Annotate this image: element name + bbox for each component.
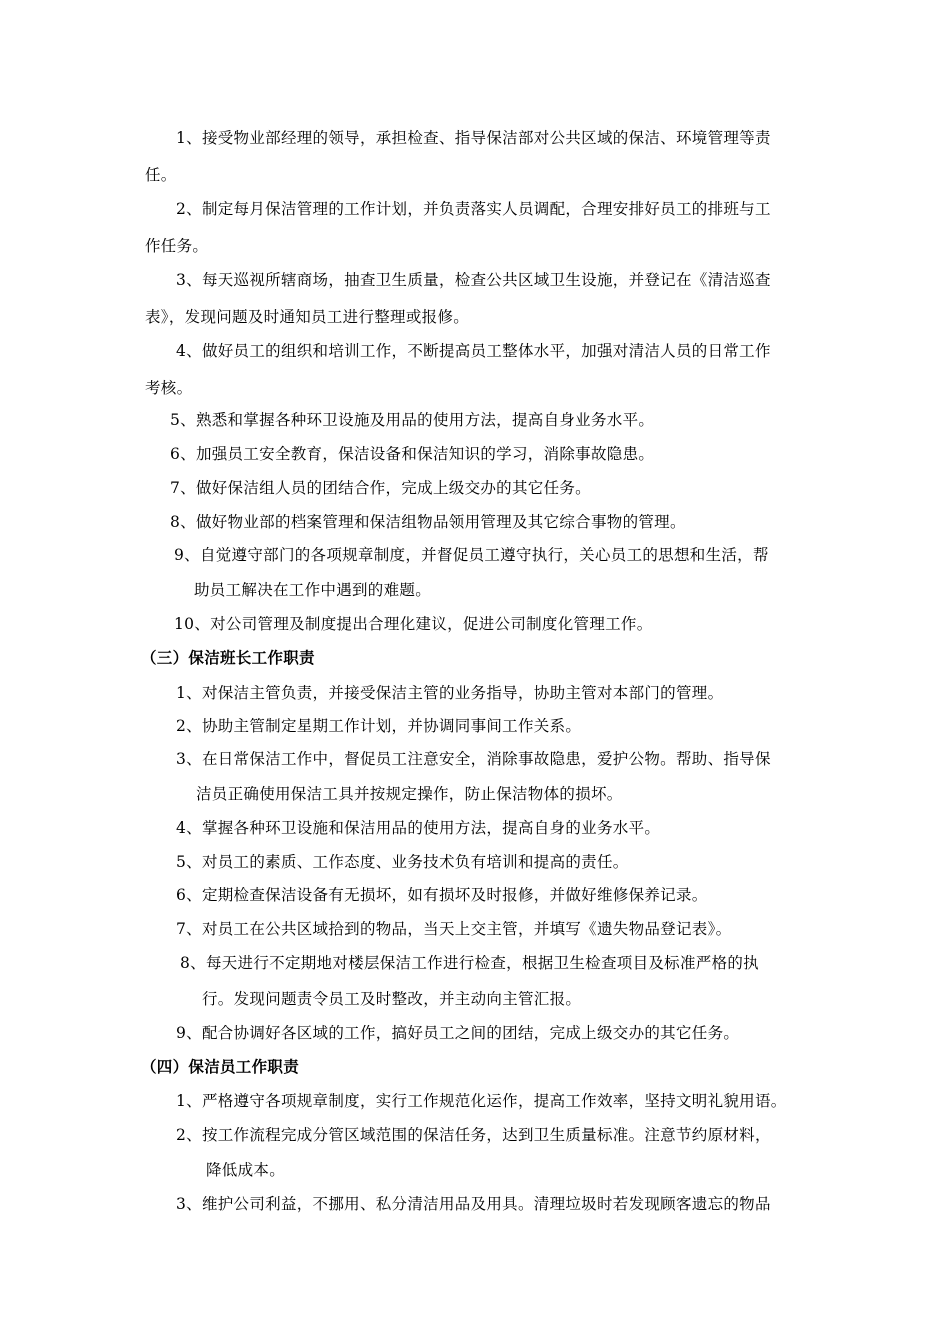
duty-item-9-line-1: 9、自觉遵守部门的各项规章制度，并督促员工遵守执行，关心员工的思想和生活，帮 [174, 546, 769, 564]
duty-item-7: 7、做好保洁组人员的团结合作，完成上级交办的其它任务。 [170, 479, 591, 497]
duty-item-2-line-1: 2、制定每月保洁管理的工作计划，并负责落实人员调配，合理安排好员工的排班与工 [176, 200, 771, 218]
leader-item-4: 4、掌握各种环卫设施和保洁用品的使用方法，提高自身的业务水平。 [176, 819, 661, 837]
section-heading-cleaner: （四）保洁员工作职责 [141, 1057, 300, 1076]
duty-item-1-line-2: 任。 [145, 166, 177, 184]
leader-item-8-line-2: 行。发现问题责令员工及时整改，并主动向主管汇报。 [202, 990, 582, 1008]
duty-item-3-line-1: 3、每天巡视所辖商场，抽查卫生质量，检查公共区域卫生设施，并登记在《清洁巡查 [176, 271, 771, 289]
leader-item-9: 9、配合协调好各区域的工作，搞好员工之间的团结，完成上级交办的其它任务。 [176, 1024, 740, 1042]
leader-item-5: 5、对员工的素质、工作态度、业务技术负有培训和提高的责任。 [176, 853, 629, 871]
duty-item-3-line-2: 表》，发现问题及时通知员工进行整理或报修。 [145, 308, 470, 326]
cleaner-item-2-line-1: 2、按工作流程完成分管区域范围的保洁任务，达到卫生质量标准。注意节约原材料， [176, 1126, 771, 1144]
cleaner-item-2-line-2: 降低成本。 [206, 1161, 286, 1179]
cleaner-item-3-line-1: 3、维护公司利益，不挪用、私分清洁用品及用具。清理垃圾时若发现顾客遗忘的物品 [176, 1195, 771, 1213]
leader-item-3-line-1: 3、在日常保洁工作中，督促员工注意安全，消除事故隐患，爱护公物。帮助、指导保 [176, 750, 771, 768]
leader-item-1: 1、对保洁主管负责，并接受保洁主管的业务指导，协助主管对本部门的管理。 [176, 684, 724, 702]
duty-item-2-line-2: 作任务。 [145, 237, 209, 255]
leader-item-3-line-2: 洁员正确使用保洁工具并按规定操作，防止保洁物体的损坏。 [196, 785, 623, 803]
leader-item-2: 2、协助主管制定星期工作计划，并协调同事间工作关系。 [176, 717, 582, 735]
duty-item-9-line-2: 助员工解决在工作中遇到的难题。 [194, 581, 432, 599]
leader-item-8-line-1: 8、每天进行不定期地对楼层保洁工作进行检查，根据卫生检查项目及标准严格的执 [180, 954, 759, 972]
leader-item-6: 6、定期检查保洁设备有无损坏，如有损坏及时报修，并做好维修保养记录。 [176, 886, 708, 904]
duty-item-4-line-2: 考核。 [145, 379, 193, 397]
duty-item-6: 6、加强员工安全教育，保洁设备和保洁知识的学习，消除事故隐患。 [170, 445, 655, 463]
duty-item-5: 5、熟悉和掌握各种环卫设施及用品的使用方法，提高自身业务水平。 [170, 411, 655, 429]
leader-item-7: 7、对员工在公共区域拾到的物品，当天上交主管，并填写《遗失物品登记表》。 [176, 920, 732, 938]
cleaner-item-1: 1、严格遵守各项规章制度，实行工作规范化运作，提高工作效率，坚持文明礼貌用语。 [176, 1092, 787, 1110]
duty-item-1-line-1: 1、接受物业部经理的领导，承担检查、指导保洁部对公共区域的保洁、环境管理等责 [176, 129, 771, 147]
duty-item-8: 8、做好物业部的档案管理和保洁组物品领用管理及其它综合事物的管理。 [170, 513, 686, 531]
section-heading-team-leader: （三）保洁班长工作职责 [141, 648, 315, 667]
duty-item-4-line-1: 4、做好员工的组织和培训工作，不断提高员工整体水平，加强对清洁人员的日常工作 [176, 342, 771, 360]
duty-item-10: 10、对公司管理及制度提出合理化建议，促进公司制度化管理工作。 [174, 615, 653, 633]
